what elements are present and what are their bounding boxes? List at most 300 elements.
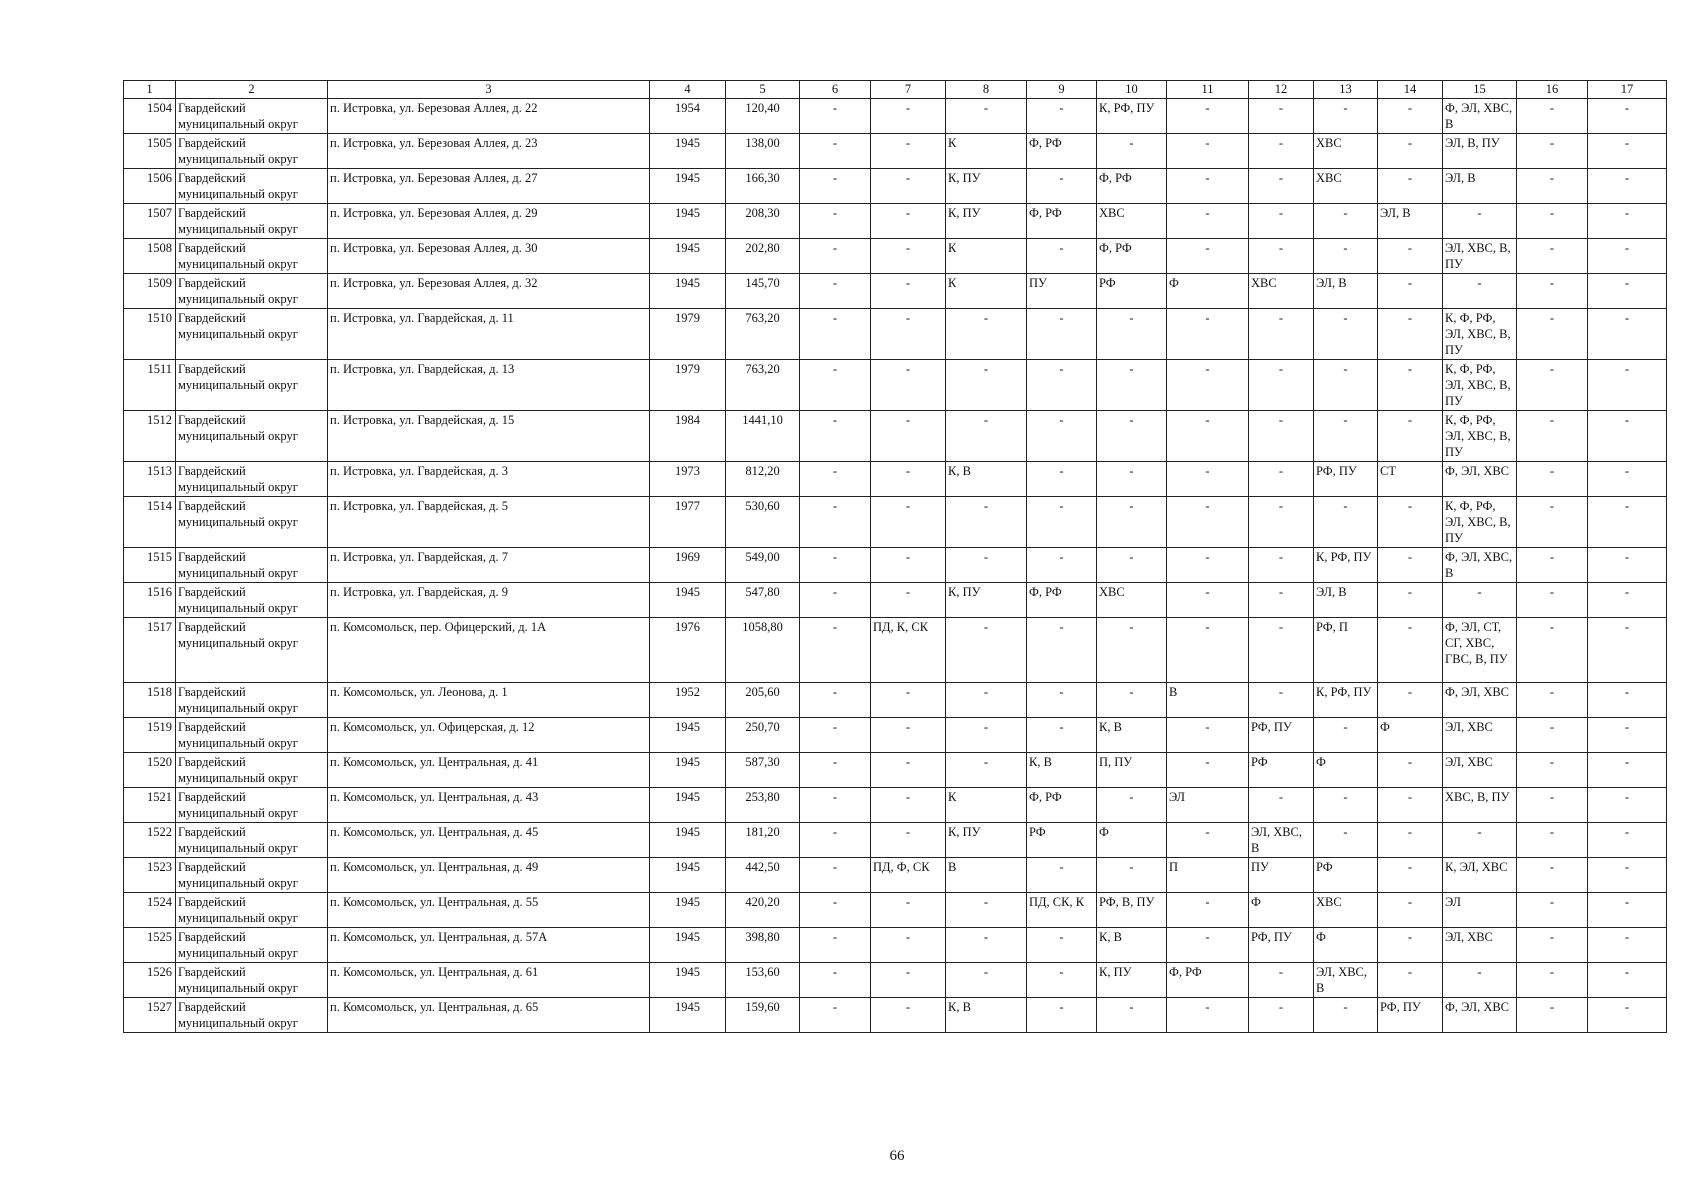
- work-cell-col-8: -: [946, 360, 1027, 411]
- table-row: [124, 99, 1667, 134]
- work-cell-col-14: -: [1378, 360, 1443, 411]
- work-cell-col-9: Ф, РФ: [1027, 134, 1097, 169]
- area-cell: 547,80: [726, 583, 800, 618]
- work-cell-col-15: -: [1443, 823, 1517, 858]
- work-cell-col-15: -: [1443, 274, 1517, 309]
- work-cell-col-13: РФ, П: [1314, 618, 1378, 683]
- work-cell-col-12: ПУ: [1249, 858, 1314, 893]
- work-cell-col-10: -: [1097, 309, 1167, 360]
- row-number: 1526: [124, 963, 176, 998]
- work-cell-col-12: -: [1249, 411, 1314, 462]
- work-cell-col-7: -: [871, 998, 946, 1033]
- work-cell-col-16: -: [1517, 99, 1588, 134]
- work-cell-col-10: -: [1097, 618, 1167, 683]
- work-cell-col-17: -: [1588, 718, 1667, 753]
- row-number: 1508: [124, 239, 176, 274]
- area-cell: 159,60: [726, 998, 800, 1033]
- work-cell-col-7: -: [871, 462, 946, 497]
- row-number: 1510: [124, 309, 176, 360]
- column-header-7: 7: [871, 81, 946, 99]
- work-cell-col-15: ЭЛ, ХВС, В, ПУ: [1443, 239, 1517, 274]
- work-cell-col-11: -: [1167, 169, 1249, 204]
- work-cell-col-11: -: [1167, 823, 1249, 858]
- work-cell-col-8: -: [946, 411, 1027, 462]
- work-cell-col-8: -: [946, 718, 1027, 753]
- year-cell: 1954: [650, 99, 726, 134]
- work-cell-col-9: Ф, РФ: [1027, 788, 1097, 823]
- work-cell-col-15: ЭЛ, ХВС: [1443, 928, 1517, 963]
- work-cell-col-10: -: [1097, 411, 1167, 462]
- work-cell-col-11: -: [1167, 583, 1249, 618]
- work-cell-col-17: -: [1588, 411, 1667, 462]
- work-cell-col-13: -: [1314, 497, 1378, 548]
- work-cell-col-6: -: [800, 99, 871, 134]
- work-cell-col-7: -: [871, 204, 946, 239]
- register-table: [123, 80, 1667, 1033]
- work-cell-col-8: К, В: [946, 462, 1027, 497]
- work-cell-col-16: -: [1517, 753, 1588, 788]
- work-cell-col-7: -: [871, 169, 946, 204]
- work-cell-col-6: -: [800, 204, 871, 239]
- work-cell-col-12: -: [1249, 204, 1314, 239]
- work-cell-col-16: -: [1517, 928, 1588, 963]
- work-cell-col-11: -: [1167, 753, 1249, 788]
- address-cell: п. Комсомольск, ул. Центральная, д. 49: [328, 858, 650, 893]
- address-cell: п. Истровка, ул. Гвардейская, д. 5: [328, 497, 650, 548]
- work-cell-col-6: -: [800, 274, 871, 309]
- work-cell-col-7: -: [871, 99, 946, 134]
- work-cell-col-7: -: [871, 548, 946, 583]
- work-cell-col-10: Ф, РФ: [1097, 169, 1167, 204]
- year-cell: 1945: [650, 963, 726, 998]
- work-cell-col-12: -: [1249, 497, 1314, 548]
- work-cell-col-6: -: [800, 998, 871, 1033]
- work-cell-col-14: -: [1378, 963, 1443, 998]
- year-cell: 1945: [650, 274, 726, 309]
- work-cell-col-16: -: [1517, 274, 1588, 309]
- work-cell-col-11: -: [1167, 99, 1249, 134]
- row-number: 1516: [124, 583, 176, 618]
- work-cell-col-13: -: [1314, 823, 1378, 858]
- work-cell-col-6: -: [800, 823, 871, 858]
- work-cell-col-6: -: [800, 411, 871, 462]
- work-cell-col-14: -: [1378, 239, 1443, 274]
- table-row: [124, 274, 1667, 309]
- work-cell-col-7: -: [871, 788, 946, 823]
- work-cell-col-6: -: [800, 753, 871, 788]
- year-cell: 1969: [650, 548, 726, 583]
- work-cell-col-14: -: [1378, 99, 1443, 134]
- work-cell-col-16: -: [1517, 583, 1588, 618]
- address-cell: п. Истровка, ул. Березовая Аллея, д. 29: [328, 204, 650, 239]
- work-cell-col-7: ПД, К, СК: [871, 618, 946, 683]
- work-cell-col-8: К, ПУ: [946, 204, 1027, 239]
- work-cell-col-11: -: [1167, 204, 1249, 239]
- district-cell: Гвардейский муниципальный округ: [176, 683, 328, 718]
- work-cell-col-8: К, ПУ: [946, 583, 1027, 618]
- year-cell: 1945: [650, 718, 726, 753]
- address-cell: п. Истровка, ул. Гвардейская, д. 11: [328, 309, 650, 360]
- work-cell-col-7: -: [871, 683, 946, 718]
- work-cell-col-10: К, ПУ: [1097, 963, 1167, 998]
- year-cell: 1945: [650, 998, 726, 1033]
- work-cell-col-12: Ф: [1249, 893, 1314, 928]
- work-cell-col-13: ЭЛ, В: [1314, 274, 1378, 309]
- work-cell-col-11: -: [1167, 718, 1249, 753]
- work-cell-col-14: -: [1378, 309, 1443, 360]
- work-cell-col-11: П: [1167, 858, 1249, 893]
- work-cell-col-11: -: [1167, 497, 1249, 548]
- work-cell-col-9: К, В: [1027, 753, 1097, 788]
- table-row: [124, 823, 1667, 858]
- work-cell-col-6: -: [800, 360, 871, 411]
- district-cell: Гвардейский муниципальный округ: [176, 963, 328, 998]
- work-cell-col-6: -: [800, 134, 871, 169]
- column-header-3: 3: [328, 81, 650, 99]
- table-row: [124, 497, 1667, 548]
- work-cell-col-10: -: [1097, 998, 1167, 1033]
- work-cell-col-10: К, В: [1097, 928, 1167, 963]
- work-cell-col-8: К, ПУ: [946, 169, 1027, 204]
- table-row: [124, 998, 1667, 1033]
- work-cell-col-7: -: [871, 823, 946, 858]
- address-cell: п. Истровка, ул. Березовая Аллея, д. 27: [328, 169, 650, 204]
- work-cell-col-8: -: [946, 683, 1027, 718]
- work-cell-col-10: К, РФ, ПУ: [1097, 99, 1167, 134]
- work-cell-col-12: -: [1249, 788, 1314, 823]
- work-cell-col-17: -: [1588, 462, 1667, 497]
- work-cell-col-8: К: [946, 274, 1027, 309]
- address-cell: п. Комсомольск, пер. Офицерский, д. 1А: [328, 618, 650, 683]
- work-cell-col-12: -: [1249, 360, 1314, 411]
- work-cell-col-15: ХВС, В, ПУ: [1443, 788, 1517, 823]
- area-cell: 208,30: [726, 204, 800, 239]
- column-header-6: 6: [800, 81, 871, 99]
- work-cell-col-10: -: [1097, 497, 1167, 548]
- column-header-8: 8: [946, 81, 1027, 99]
- work-cell-col-16: -: [1517, 788, 1588, 823]
- work-cell-col-9: -: [1027, 683, 1097, 718]
- table-row: [124, 360, 1667, 411]
- work-cell-col-9: -: [1027, 928, 1097, 963]
- work-cell-col-16: -: [1517, 309, 1588, 360]
- area-cell: 202,80: [726, 239, 800, 274]
- work-cell-col-13: ХВС: [1314, 134, 1378, 169]
- work-cell-col-11: В: [1167, 683, 1249, 718]
- area-cell: 812,20: [726, 462, 800, 497]
- work-cell-col-12: -: [1249, 169, 1314, 204]
- table-row: [124, 583, 1667, 618]
- work-cell-col-12: ЭЛ, ХВС, В: [1249, 823, 1314, 858]
- area-cell: 763,20: [726, 309, 800, 360]
- work-cell-col-8: К: [946, 239, 1027, 274]
- row-number: 1523: [124, 858, 176, 893]
- year-cell: 1952: [650, 683, 726, 718]
- column-header-12: 12: [1249, 81, 1314, 99]
- work-cell-col-15: Ф, ЭЛ, ХВС: [1443, 683, 1517, 718]
- column-header-9: 9: [1027, 81, 1097, 99]
- work-cell-col-9: -: [1027, 411, 1097, 462]
- district-cell: Гвардейский муниципальный округ: [176, 823, 328, 858]
- work-cell-col-6: -: [800, 583, 871, 618]
- work-cell-col-11: -: [1167, 309, 1249, 360]
- work-cell-col-10: -: [1097, 858, 1167, 893]
- work-cell-col-13: ХВС: [1314, 893, 1378, 928]
- work-cell-col-13: -: [1314, 360, 1378, 411]
- work-cell-col-16: -: [1517, 718, 1588, 753]
- work-cell-col-14: -: [1378, 823, 1443, 858]
- work-cell-col-7: -: [871, 893, 946, 928]
- district-cell: Гвардейский муниципальный округ: [176, 998, 328, 1033]
- work-cell-col-10: -: [1097, 548, 1167, 583]
- work-cell-col-17: -: [1588, 134, 1667, 169]
- district-cell: Гвардейский муниципальный округ: [176, 309, 328, 360]
- column-header-5: 5: [726, 81, 800, 99]
- row-number: 1504: [124, 99, 176, 134]
- district-cell: Гвардейский муниципальный округ: [176, 99, 328, 134]
- work-cell-col-7: -: [871, 497, 946, 548]
- work-cell-col-6: -: [800, 718, 871, 753]
- work-cell-col-8: -: [946, 309, 1027, 360]
- year-cell: 1945: [650, 893, 726, 928]
- work-cell-col-13: РФ, ПУ: [1314, 462, 1378, 497]
- work-cell-col-8: -: [946, 548, 1027, 583]
- area-cell: 153,60: [726, 963, 800, 998]
- year-cell: 1945: [650, 753, 726, 788]
- work-cell-col-13: -: [1314, 411, 1378, 462]
- year-cell: 1945: [650, 858, 726, 893]
- work-cell-col-7: -: [871, 274, 946, 309]
- work-cell-col-9: -: [1027, 462, 1097, 497]
- work-cell-col-16: -: [1517, 618, 1588, 683]
- row-number: 1505: [124, 134, 176, 169]
- work-cell-col-9: РФ: [1027, 823, 1097, 858]
- work-cell-col-13: Ф: [1314, 928, 1378, 963]
- work-cell-col-7: -: [871, 963, 946, 998]
- address-cell: п. Комсомольск, ул. Офицерская, д. 12: [328, 718, 650, 753]
- work-cell-col-15: ЭЛ, ХВС: [1443, 718, 1517, 753]
- area-cell: 1058,80: [726, 618, 800, 683]
- year-cell: 1984: [650, 411, 726, 462]
- work-cell-col-6: -: [800, 963, 871, 998]
- area-cell: 420,20: [726, 893, 800, 928]
- work-cell-col-11: -: [1167, 134, 1249, 169]
- row-number: 1519: [124, 718, 176, 753]
- work-cell-col-14: -: [1378, 134, 1443, 169]
- work-cell-col-17: -: [1588, 963, 1667, 998]
- work-cell-col-10: П, ПУ: [1097, 753, 1167, 788]
- district-cell: Гвардейский муниципальный округ: [176, 583, 328, 618]
- table-row: [124, 858, 1667, 893]
- work-cell-col-17: -: [1588, 583, 1667, 618]
- column-header-14: 14: [1378, 81, 1443, 99]
- address-cell: п. Истровка, ул. Гвардейская, д. 13: [328, 360, 650, 411]
- column-header-10: 10: [1097, 81, 1167, 99]
- address-cell: п. Комсомольск, ул. Центральная, д. 41: [328, 753, 650, 788]
- row-number: 1514: [124, 497, 176, 548]
- work-cell-col-15: ЭЛ, В, ПУ: [1443, 134, 1517, 169]
- work-cell-col-17: -: [1588, 548, 1667, 583]
- address-cell: п. Комсомольск, ул. Центральная, д. 55: [328, 893, 650, 928]
- work-cell-col-7: -: [871, 718, 946, 753]
- work-cell-col-16: -: [1517, 411, 1588, 462]
- area-cell: 442,50: [726, 858, 800, 893]
- work-cell-col-8: К: [946, 134, 1027, 169]
- work-cell-col-17: -: [1588, 928, 1667, 963]
- work-cell-col-10: -: [1097, 788, 1167, 823]
- row-number: 1527: [124, 998, 176, 1033]
- work-cell-col-13: ЭЛ, В: [1314, 583, 1378, 618]
- work-cell-col-16: -: [1517, 134, 1588, 169]
- work-cell-col-15: Ф, ЭЛ, ХВС, В: [1443, 548, 1517, 583]
- work-cell-col-8: -: [946, 99, 1027, 134]
- district-cell: Гвардейский муниципальный округ: [176, 274, 328, 309]
- work-cell-col-14: -: [1378, 893, 1443, 928]
- address-cell: п. Истровка, ул. Гвардейская, д. 9: [328, 583, 650, 618]
- work-cell-col-7: -: [871, 411, 946, 462]
- work-cell-col-10: Ф, РФ: [1097, 239, 1167, 274]
- work-cell-col-15: К, Ф, РФ, ЭЛ, ХВС, В, ПУ: [1443, 360, 1517, 411]
- work-cell-col-11: -: [1167, 928, 1249, 963]
- work-cell-col-17: -: [1588, 788, 1667, 823]
- area-cell: 250,70: [726, 718, 800, 753]
- work-cell-col-10: ХВС: [1097, 583, 1167, 618]
- work-cell-col-6: -: [800, 788, 871, 823]
- work-cell-col-12: -: [1249, 548, 1314, 583]
- work-cell-col-9: -: [1027, 963, 1097, 998]
- work-cell-col-8: К: [946, 788, 1027, 823]
- work-cell-col-16: -: [1517, 548, 1588, 583]
- year-cell: 1976: [650, 618, 726, 683]
- work-cell-col-6: -: [800, 893, 871, 928]
- work-cell-col-12: РФ, ПУ: [1249, 718, 1314, 753]
- work-cell-col-14: -: [1378, 411, 1443, 462]
- work-cell-col-8: -: [946, 618, 1027, 683]
- work-cell-col-17: -: [1588, 204, 1667, 239]
- column-header-15: 15: [1443, 81, 1517, 99]
- work-cell-col-6: -: [800, 462, 871, 497]
- work-cell-col-15: К, Ф, РФ, ЭЛ, ХВС, В, ПУ: [1443, 309, 1517, 360]
- work-cell-col-16: -: [1517, 462, 1588, 497]
- work-cell-col-17: -: [1588, 360, 1667, 411]
- area-cell: 587,30: [726, 753, 800, 788]
- work-cell-col-17: -: [1588, 858, 1667, 893]
- row-number: 1522: [124, 823, 176, 858]
- work-cell-col-14: ЭЛ, В: [1378, 204, 1443, 239]
- district-cell: Гвардейский муниципальный округ: [176, 204, 328, 239]
- year-cell: 1945: [650, 583, 726, 618]
- work-cell-col-16: -: [1517, 497, 1588, 548]
- year-cell: 1979: [650, 309, 726, 360]
- work-cell-col-16: -: [1517, 823, 1588, 858]
- work-cell-col-14: -: [1378, 788, 1443, 823]
- address-cell: п. Истровка, ул. Березовая Аллея, д. 23: [328, 134, 650, 169]
- address-cell: п. Истровка, ул. Гвардейская, д. 7: [328, 548, 650, 583]
- work-cell-col-11: -: [1167, 618, 1249, 683]
- row-number: 1512: [124, 411, 176, 462]
- area-cell: 398,80: [726, 928, 800, 963]
- work-cell-col-12: -: [1249, 134, 1314, 169]
- column-header-17: 17: [1588, 81, 1667, 99]
- row-number: 1525: [124, 928, 176, 963]
- area-cell: 1441,10: [726, 411, 800, 462]
- table-row: [124, 462, 1667, 497]
- work-cell-col-14: -: [1378, 858, 1443, 893]
- work-cell-col-11: -: [1167, 893, 1249, 928]
- work-cell-col-7: -: [871, 928, 946, 963]
- work-cell-col-14: -: [1378, 274, 1443, 309]
- year-cell: 1945: [650, 134, 726, 169]
- work-cell-col-16: -: [1517, 204, 1588, 239]
- work-cell-col-10: -: [1097, 360, 1167, 411]
- work-cell-col-11: -: [1167, 998, 1249, 1033]
- year-cell: 1977: [650, 497, 726, 548]
- work-cell-col-15: -: [1443, 583, 1517, 618]
- year-cell: 1945: [650, 239, 726, 274]
- work-cell-col-11: -: [1167, 411, 1249, 462]
- column-header-16: 16: [1517, 81, 1588, 99]
- work-cell-col-17: -: [1588, 169, 1667, 204]
- work-cell-col-17: -: [1588, 753, 1667, 788]
- work-cell-col-13: ХВС: [1314, 169, 1378, 204]
- work-cell-col-15: Ф, ЭЛ, ХВС, В: [1443, 99, 1517, 134]
- table-row: [124, 239, 1667, 274]
- row-number: 1506: [124, 169, 176, 204]
- table-row: [124, 548, 1667, 583]
- work-cell-col-14: СТ: [1378, 462, 1443, 497]
- work-cell-col-14: -: [1378, 753, 1443, 788]
- work-cell-col-14: -: [1378, 928, 1443, 963]
- table-row: [124, 788, 1667, 823]
- district-cell: Гвардейский муниципальный округ: [176, 718, 328, 753]
- work-cell-col-14: -: [1378, 169, 1443, 204]
- work-cell-col-9: -: [1027, 998, 1097, 1033]
- work-cell-col-8: В: [946, 858, 1027, 893]
- year-cell: 1945: [650, 928, 726, 963]
- row-number: 1513: [124, 462, 176, 497]
- year-cell: 1945: [650, 204, 726, 239]
- work-cell-col-17: -: [1588, 683, 1667, 718]
- work-cell-col-17: -: [1588, 239, 1667, 274]
- table-row: [124, 618, 1667, 683]
- work-cell-col-12: -: [1249, 998, 1314, 1033]
- work-cell-col-17: -: [1588, 274, 1667, 309]
- work-cell-col-12: ХВС: [1249, 274, 1314, 309]
- work-cell-col-9: ПД, СК, К: [1027, 893, 1097, 928]
- table-row: [124, 411, 1667, 462]
- table-row: [124, 134, 1667, 169]
- address-cell: п. Комсомольск, ул. Центральная, д. 65: [328, 998, 650, 1033]
- district-cell: Гвардейский муниципальный округ: [176, 497, 328, 548]
- address-cell: п. Комсомольск, ул. Леонова, д. 1: [328, 683, 650, 718]
- work-cell-col-16: -: [1517, 858, 1588, 893]
- work-cell-col-13: -: [1314, 718, 1378, 753]
- work-cell-col-7: -: [871, 134, 946, 169]
- work-cell-col-9: -: [1027, 309, 1097, 360]
- district-cell: Гвардейский муниципальный округ: [176, 928, 328, 963]
- work-cell-col-7: ПД, Ф, СК: [871, 858, 946, 893]
- work-cell-col-15: ЭЛ, ХВС: [1443, 753, 1517, 788]
- work-cell-col-10: РФ: [1097, 274, 1167, 309]
- work-cell-col-8: -: [946, 893, 1027, 928]
- work-cell-col-14: -: [1378, 683, 1443, 718]
- area-cell: 253,80: [726, 788, 800, 823]
- work-cell-col-10: -: [1097, 462, 1167, 497]
- work-cell-col-17: -: [1588, 998, 1667, 1033]
- work-cell-col-17: -: [1588, 618, 1667, 683]
- work-cell-col-8: -: [946, 497, 1027, 548]
- work-cell-col-14: -: [1378, 548, 1443, 583]
